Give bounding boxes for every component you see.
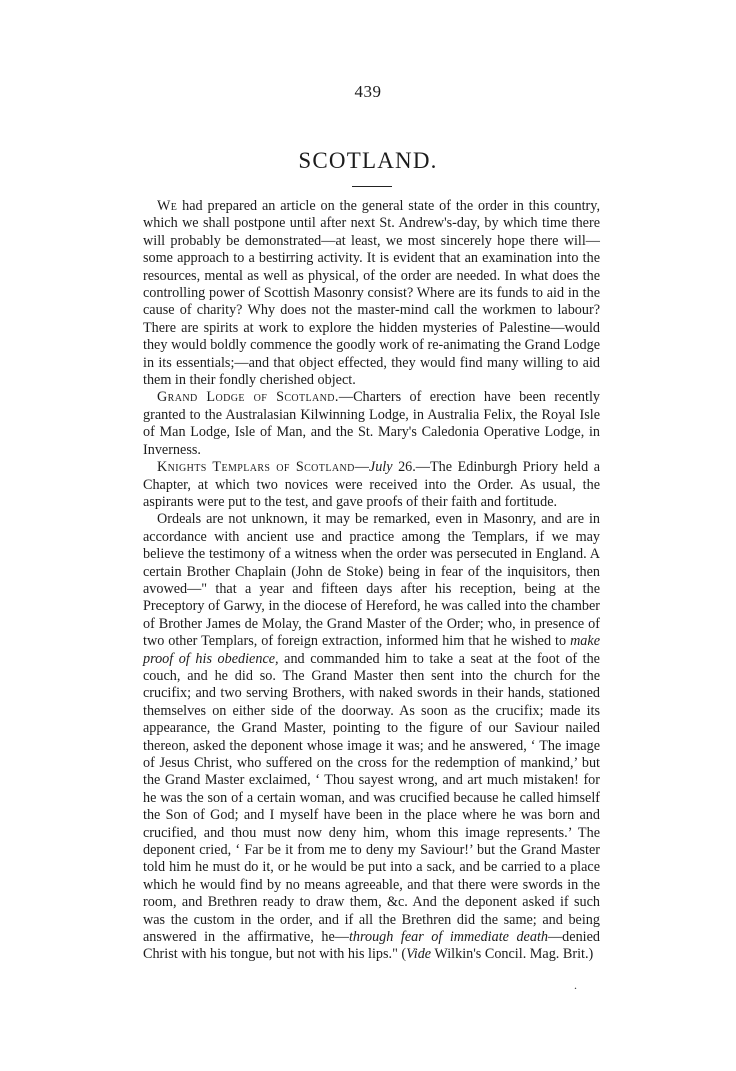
text-run: had prepared an article on the general state of the order in this country, which we shall postpone until after next St. Andrew's-day, by which time there will probably be demonstrated—at least, we most sincerely hope there will—some approach to a bestirring activity. It is evident that an examination into the resources, mental as well as physical, of the order are needed. In what does the controlling power of Scottish Masonry consist? Where are its funds to aid in the cause of charity? Why does not the master-mind call the workmen to labour? There are spirits at work to explore the hidden mysteries of Palestine—would they would boldly commence the goodly work of re-animating the Grand Lodge in its essentials;—and that object effected, they would find many willing to aid them in their fondly cherished object. [143, 198, 600, 389]
text-run: and commanded him to take a seat at the foot of the couch, and he did so. The Grand Master then sent into the church for the crucifix; and two serving Brothers, with naked swords in their hands, stationed themselves on either side of the doorway. As soon as the crucifix; made its appearance, the Grand Master, pointing to the figure of our Saviour nailed thereon, asked the deponent whose image it was; and he answered, ‘ The image of Jesus Christ, who suffered on the cross for the redemption of mankind,’ but the Grand Master exclaimed, ‘ Thou sayest wrong, and art much mistaken! for he was the son of a certain woman, and was crucified because he called himself the Son of God; and I myself have been in the place where he was born and crucified, and thou must now deny him, whom this image represents.’ The deponent cried, ‘ Far be it from me to deny my Saviour!’ but the Grand Master told him he must do it, or he would be put into a sack, and be carried to a place which he would find by no means agreeable, and that there were swords in the room, and Brethren ready to draw them, &c. And the deponent asked if such was the custom in the order, and if all the Brethren did the same; and being answered in the affirmative, he— [143, 650, 600, 946]
small-caps-text: Grand Lodge of Scotland. [157, 389, 339, 406]
paragraph [143, 389, 600, 459]
italic-text: make proof of his obedience, [143, 633, 600, 667]
italic-text: July [368, 459, 393, 476]
text-run: Wilkin's Concil. Mag. Brit.) [431, 946, 594, 963]
text-run: — [354, 459, 369, 476]
paragraph [143, 511, 600, 964]
text-run: 26.—The Edinburgh Priory held a Chapter, at which two novices were received into the Order. As usual, the aspirants were put to the test, and gave proofs of their faith and fortitude. [143, 459, 601, 510]
stray-mark: . [574, 978, 577, 992]
text-run: —Charters of erection have been recently granted to the Australasian Kilwinning Lodge, in Australia Felix, the Royal Isle of Man Lodge, Isle of Man, and the St. Mary's Caledonia Operative Lodge, in Inverness. [143, 389, 600, 458]
page-number: 439 [354, 82, 382, 101]
paragraph [143, 198, 600, 389]
page-title: SCOTLAND. [298, 148, 438, 173]
article-body [143, 198, 600, 964]
text-run: —denied Christ with his tongue, but not with his lips." ( [143, 929, 600, 963]
small-caps-text: Knights Templars of Scotland [157, 459, 355, 476]
text-run: Ordeals are not unknown, it may be remarked, even in Masonry, and are in accordance with ancient use and practice among the Templars, if we may believe the testimony of a witness when the order was persecuted in England. A certain Brother Chaplain (John de Stoke) being in fear of the inquisitors, then avowed—" that a year and fifteen days after his reception, being at the Preceptory of Garwy, in the diocese of Hereford, he was called into the chamber of Brother James de Molay, the Grand Master of the Order; who, in presence of two other Templars, of foreign extraction, informed him that he wished to [143, 511, 600, 650]
title-rule [352, 186, 392, 187]
small-caps-text: We [157, 198, 178, 214]
paragraph [143, 459, 600, 511]
italic-text: Vide [406, 946, 432, 963]
italic-text: through fear of immediate death [348, 929, 548, 946]
